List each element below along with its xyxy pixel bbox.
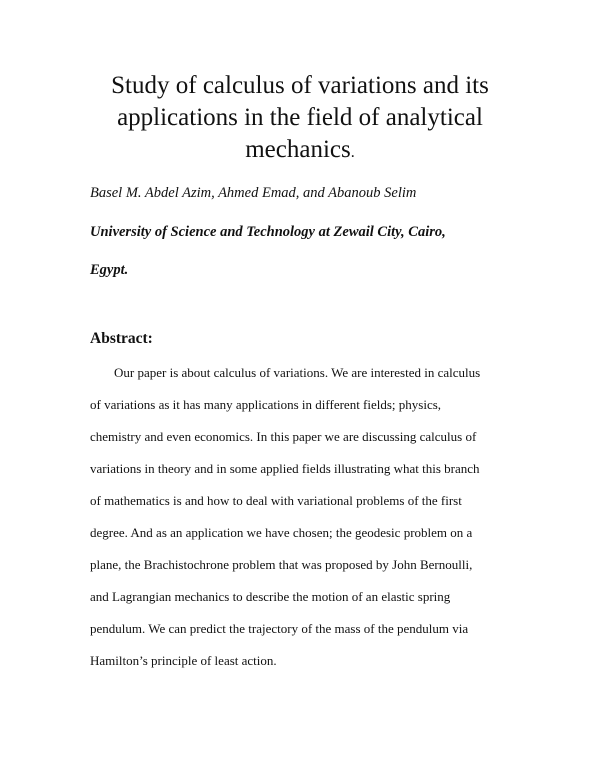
affiliation-line-2: Egypt. bbox=[90, 262, 129, 278]
abstract-body bbox=[90, 362, 510, 682]
abstract-line: of variations as it has many applications in different fields; physics, bbox=[90, 397, 442, 412]
abstract-line: chemistry and even economics. In this paper we are discussing calculus of bbox=[90, 429, 477, 444]
abstract-line: Hamilton’s principle of least action. bbox=[90, 653, 277, 668]
title-line-3-text: mechanics bbox=[245, 136, 351, 163]
title-line-3 bbox=[60, 134, 540, 169]
abstract-heading: Abstract: bbox=[90, 330, 153, 347]
author-list: Basel M. Abdel Azim, Ahmed Emad, and Abanoub Selim bbox=[90, 185, 417, 201]
abstract-line: Our paper is about calculus of variations. We are interested in calculus bbox=[114, 365, 481, 380]
abstract-line: degree. And as an application we have chosen; the geodesic problem on a bbox=[90, 525, 473, 540]
abstract-line: of mathematics is and how to deal with variational problems of the first bbox=[90, 493, 462, 508]
title-line-1: Study of calculus of variations and its bbox=[111, 72, 489, 99]
paper-title bbox=[60, 70, 540, 169]
abstract-line: plane, the Brachistochrone problem that was proposed by John Bernoulli, bbox=[90, 557, 473, 572]
abstract-line: pendulum. We can predict the trajectory of the mass of the pendulum via bbox=[90, 621, 469, 636]
affiliation-line-1: University of Science and Technology at Zewail City, Cairo, bbox=[90, 224, 446, 240]
abstract-line: and Lagrangian mechanics to describe the motion of an elastic spring bbox=[90, 589, 451, 604]
title-period: . bbox=[350, 144, 355, 161]
abstract-line: variations in theory and in some applied fields illustrating what this branch bbox=[90, 461, 480, 476]
title-line-2: applications in the field of analytical bbox=[117, 104, 483, 131]
